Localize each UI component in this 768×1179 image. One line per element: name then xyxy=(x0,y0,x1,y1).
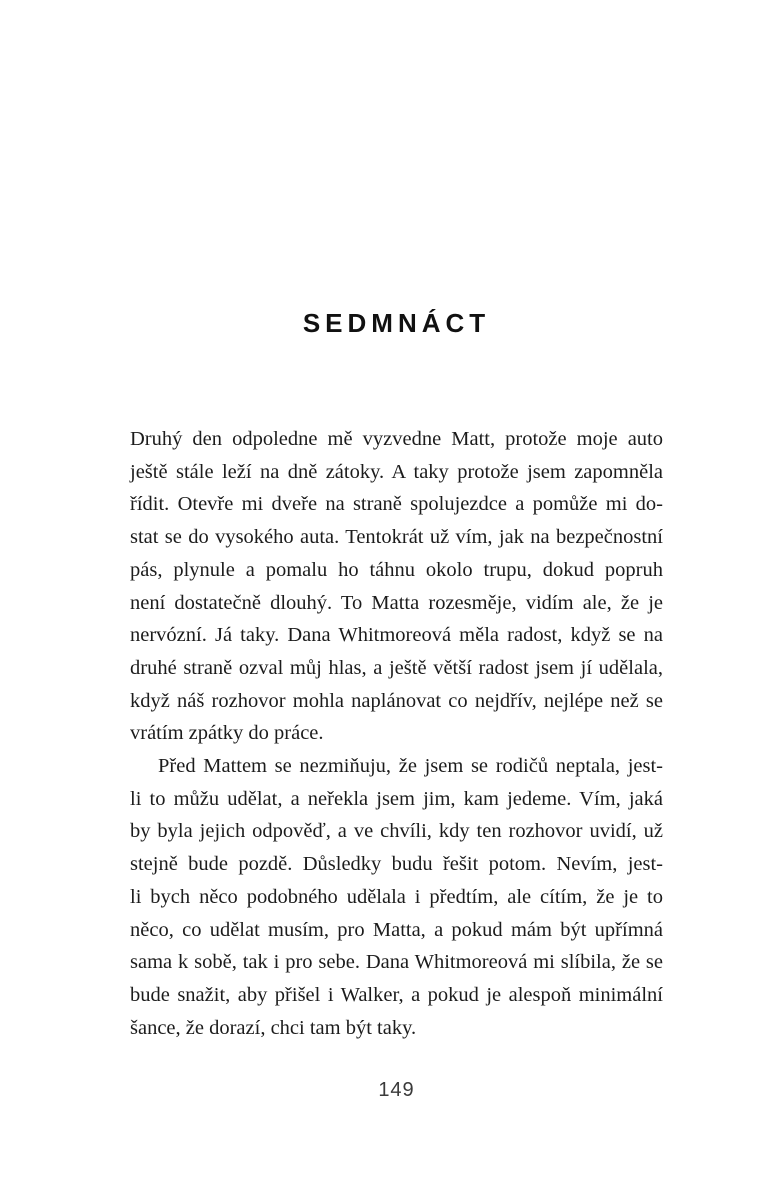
text-line: není dostatečně dlouhý. To Matta rozesměje, vidím ale, že je xyxy=(130,591,663,614)
text-line: řídit. Otevře mi dveře na straně spolujezdce a pomůže mi do- xyxy=(130,493,663,516)
text-line: když náš rozhovor mohla naplánovat co nejdřív, nejlépe než se xyxy=(130,689,663,712)
chapter-heading: SEDMNÁCT xyxy=(302,308,491,338)
text-line: by byla jejich odpověď, a ve chvíli, kdy ten rozhovor uvidí, už xyxy=(130,820,663,843)
text-line: Druhý den odpoledne mě vyzvedne Matt, protože moje auto xyxy=(130,428,663,450)
text-line: ještě stále leží na dně zátoky. A taky protože jsem zapomněla xyxy=(130,460,663,483)
paragraph xyxy=(130,423,663,750)
text-line: vrátím zpátky do práce. xyxy=(130,722,324,745)
text-line: sama k sobě, tak i pro sebe. Dana Whitmoreová mi slíbila, že se xyxy=(130,951,663,974)
text-line: stat se do vysokého auta. Tentokrát už vím, jak na bezpečnostní xyxy=(130,526,663,549)
page-number: 149 xyxy=(378,1079,415,1101)
text-line: bude snažit, aby přišel i Walker, a pokud je alespoň minimální xyxy=(130,983,663,1006)
text-line: li bych něco podobného udělala i předtím, ale cítím, že je to xyxy=(130,885,663,908)
text-line: šance, že dorazí, chci tam být taky. xyxy=(130,1016,417,1039)
text-line: Před Mattem se nezmiňuju, že jsem se rodičů neptala, jest- xyxy=(158,755,663,778)
paragraph xyxy=(130,750,663,1044)
text-line: něco, co udělat musím, pro Matta, a pokud mám být upřímná xyxy=(130,918,663,941)
text-line: druhé straně ozval můj hlas, a ještě větší radost jsem jí udělala, xyxy=(130,656,663,679)
text-line: stejně bude pozdě. Důsledky budu řešit potom. Nevím, jest- xyxy=(130,853,663,876)
text-line: li to můžu udělat, a neřekla jsem jim, kam jedeme. Vím, jaká xyxy=(130,787,663,810)
text-line: nervózní. Já taky. Dana Whitmoreová měla radost, když se na xyxy=(130,624,663,647)
text-line: pás, plynule a pomalu ho táhnu okolo trupu, dokud popruh xyxy=(130,558,663,581)
body-text xyxy=(130,423,663,1044)
